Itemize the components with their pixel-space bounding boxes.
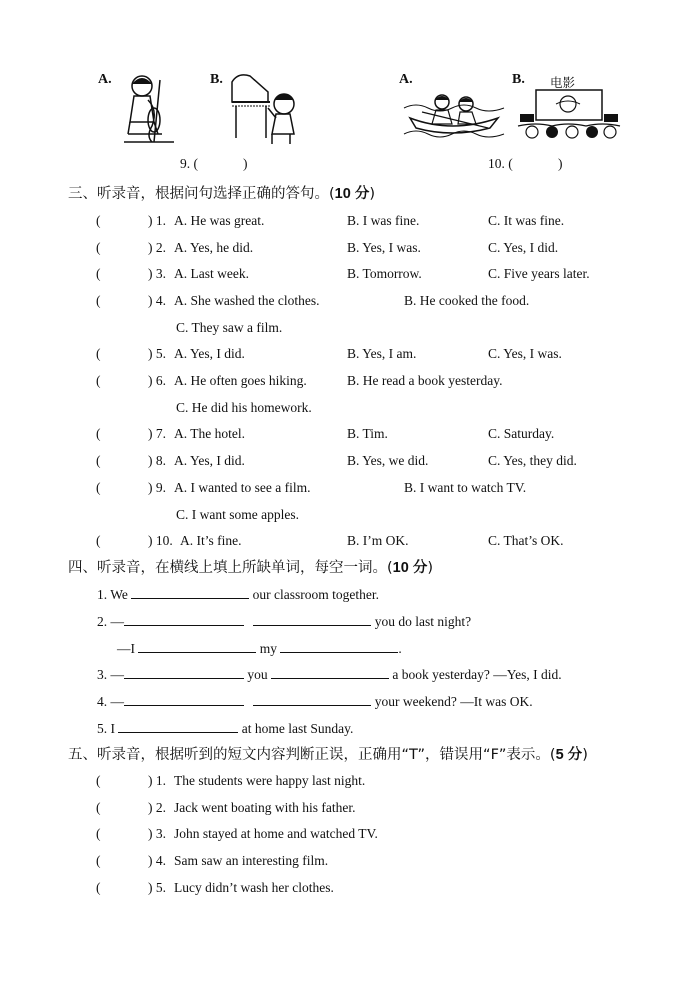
answer-paren[interactable]: (: [96, 453, 101, 468]
fill-blank[interactable]: [124, 613, 244, 626]
answer-paren[interactable]: (: [96, 240, 101, 255]
question-number: ) 1.: [148, 213, 166, 228]
fill-line-5: [97, 720, 353, 737]
fill-line-4-end: your weekend? —It was OK.: [374, 694, 533, 709]
option-b[interactable]: B. Tomorrow.: [347, 266, 422, 281]
q10-option-a-label: A.: [399, 72, 413, 87]
fill-blank[interactable]: [131, 586, 249, 599]
option-a[interactable]: A. He often goes hiking.: [174, 373, 307, 388]
option-c[interactable]: C. That’s OK.: [488, 533, 564, 548]
statement-number: ) 5.: [148, 880, 166, 895]
section4-score: 10 分: [392, 560, 428, 576]
fill-line-4-start: 4. —: [97, 694, 124, 709]
boating-image: [402, 88, 506, 140]
statement-number: ) 4.: [148, 853, 166, 868]
piano-player-image: [228, 68, 302, 148]
fill-blank[interactable]: [118, 720, 238, 733]
fill-line-5-start: 5. I: [97, 721, 115, 736]
question-number: ) 4.: [148, 293, 166, 308]
option-a[interactable]: A. The hotel.: [174, 426, 245, 441]
section4-heading-end: ): [427, 560, 433, 576]
fill-line-3: [97, 666, 562, 683]
answer-paren[interactable]: (: [96, 880, 101, 895]
fill-line-3-end: a book yesterday? —Yes, I did.: [392, 667, 562, 682]
option-b[interactable]: B. I want to watch TV.: [404, 480, 527, 495]
option-c[interactable]: C. He did his homework.: [176, 400, 312, 415]
statement-text: John stayed at home and watched TV.: [174, 826, 378, 841]
option-c[interactable]: C. Yes, they did.: [488, 453, 577, 468]
option-c[interactable]: C. Yes, I was.: [488, 346, 562, 361]
option-c[interactable]: C. Five years later.: [488, 266, 590, 281]
cinema-image: [516, 88, 622, 144]
cinema-label: 电影: [550, 75, 576, 90]
statement-text: Jack went boating with his father.: [174, 800, 356, 815]
fill-blank[interactable]: [253, 613, 371, 626]
section4-heading: [68, 559, 433, 577]
answer-paren[interactable]: (: [96, 346, 101, 361]
section5-heading: [68, 746, 588, 764]
fill-blank[interactable]: [280, 640, 398, 653]
fill-line-2: [97, 613, 471, 630]
q10-option-b-label: B.: [512, 72, 525, 87]
question-number: ) 9.: [148, 480, 166, 495]
option-b[interactable]: B. He cooked the food.: [404, 293, 530, 308]
answer-paren[interactable]: (: [96, 213, 101, 228]
option-a[interactable]: A. She washed the clothes.: [174, 293, 320, 308]
option-b[interactable]: B. Yes, I am.: [347, 346, 417, 361]
answer-paren[interactable]: (: [96, 533, 101, 548]
q10-number: 10. (: [488, 156, 513, 171]
option-a[interactable]: A. It’s fine.: [180, 533, 242, 548]
fill-blank[interactable]: [253, 693, 371, 706]
section3-score: 10 分: [334, 186, 370, 202]
section5-heading-end: ): [582, 747, 588, 763]
fill-blank[interactable]: [271, 666, 389, 679]
fill-line-2-start: 2. —: [97, 614, 124, 629]
section4-heading-text: 四、听录音，在横线上填上所缺单词，每空一词。(: [68, 560, 393, 576]
fill-blank[interactable]: [124, 693, 244, 706]
q10-close-paren: ): [558, 156, 563, 171]
section3-heading: [68, 185, 375, 203]
fill-line-2b-mid: my: [259, 641, 278, 656]
violin-player-image: [118, 70, 180, 148]
q9-number: 9. (: [180, 156, 198, 171]
section3-heading-end: ): [369, 186, 375, 202]
option-a[interactable]: A. Yes, he did.: [174, 240, 254, 255]
fill-blank[interactable]: [124, 666, 244, 679]
fill-line-1: [97, 586, 379, 603]
q9-option-a-label: A.: [98, 72, 112, 87]
option-a[interactable]: A. He was great.: [174, 213, 265, 228]
fill-line-5-end: at home last Sunday.: [241, 721, 354, 736]
question-number: ) 2.: [148, 240, 166, 255]
question-number: ) 10.: [148, 533, 173, 548]
answer-paren[interactable]: (: [96, 293, 101, 308]
fill-line-1-start: 1. We: [97, 587, 128, 602]
fill-line-2b-end: .: [398, 641, 402, 656]
q9-close-paren: ): [243, 156, 248, 171]
answer-paren[interactable]: (: [96, 480, 101, 495]
answer-paren[interactable]: (: [96, 373, 101, 388]
option-a[interactable]: A. I wanted to see a film.: [174, 480, 311, 495]
fill-line-4: [97, 693, 533, 710]
option-b[interactable]: B. He read a book yesterday.: [347, 373, 503, 388]
option-c[interactable]: C. They saw a film.: [176, 320, 283, 335]
option-b[interactable]: B. Yes, I was.: [347, 240, 421, 255]
answer-paren[interactable]: (: [96, 826, 101, 841]
option-c[interactable]: C. I want some apples.: [176, 507, 299, 522]
option-c[interactable]: C. Saturday.: [488, 426, 555, 441]
fill-line-2-end: you do last night?: [374, 614, 472, 629]
statement-text: Lucy didn’t wash her clothes.: [174, 880, 334, 895]
statement-number: ) 2.: [148, 800, 166, 815]
option-c[interactable]: C. Yes, I did.: [488, 240, 559, 255]
answer-paren[interactable]: (: [96, 853, 101, 868]
fill-blank[interactable]: [138, 640, 256, 653]
fill-line-2b-start: —I: [117, 641, 135, 656]
section5-heading-text: 五、听录音，根据听到的短文内容判断正误，正确用“T”，错误用“F”表示。(: [68, 747, 556, 763]
statement-number: ) 1.: [148, 773, 166, 788]
option-b[interactable]: B. I’m OK.: [347, 533, 409, 548]
section5-score: 5 分: [555, 747, 583, 763]
statement-text: The students were happy last night.: [174, 773, 366, 788]
q9-option-b-label: B.: [210, 72, 223, 87]
option-b[interactable]: B. I was fine.: [347, 213, 420, 228]
option-b[interactable]: B. Tim.: [347, 426, 388, 441]
question-number: ) 5.: [148, 346, 166, 361]
fill-line-2b: [117, 640, 402, 657]
fill-line-3-start: 3. —: [97, 667, 124, 682]
fill-line-1-end: our classroom together.: [252, 587, 380, 602]
section3-heading-text: 三、听录音，根据问句选择正确的答句。(: [68, 186, 335, 202]
question-number: ) 6.: [148, 373, 166, 388]
statement-text: Sam saw an interesting film.: [174, 853, 329, 868]
answer-paren[interactable]: (: [96, 426, 101, 441]
option-a[interactable]: A. Yes, I did.: [174, 346, 245, 361]
option-b[interactable]: B. Yes, we did.: [347, 453, 429, 468]
answer-paren[interactable]: (: [96, 266, 101, 281]
question-number: ) 7.: [148, 426, 166, 441]
question-number: ) 3.: [148, 266, 166, 281]
statement-number: ) 3.: [148, 826, 166, 841]
question-number: ) 8.: [148, 453, 166, 468]
option-a[interactable]: A. Last week.: [174, 266, 249, 281]
option-c[interactable]: C. It was fine.: [488, 213, 565, 228]
option-a[interactable]: A. Yes, I did.: [174, 453, 245, 468]
fill-line-3-mid: you: [247, 667, 268, 682]
answer-paren[interactable]: (: [96, 773, 101, 788]
answer-paren[interactable]: (: [96, 800, 101, 815]
